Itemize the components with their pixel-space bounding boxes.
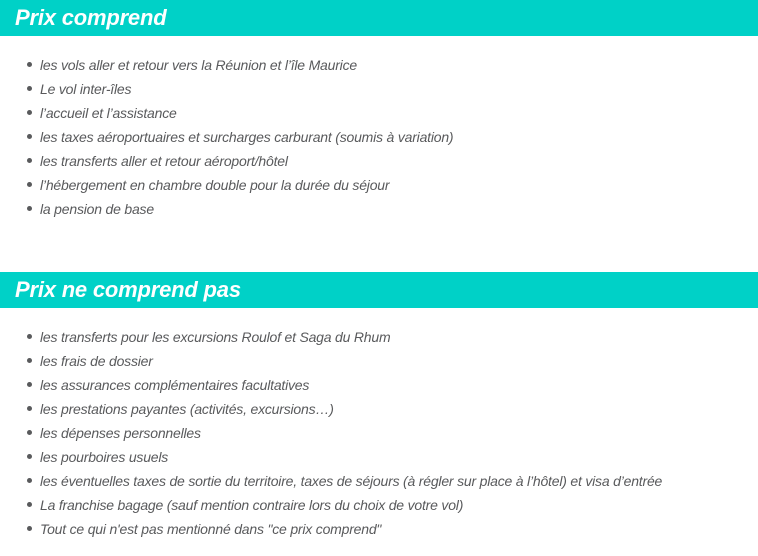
- list-item: les transferts aller et retour aéroport/hôtel: [40, 149, 758, 173]
- list-item: les transferts pour les excursions Roulof et Saga du Rhum: [40, 325, 758, 349]
- price-includes-list: [0, 53, 758, 221]
- price-excludes-header: [0, 272, 758, 308]
- list-item: les vols aller et retour vers la Réunion et l’île Maurice: [40, 53, 758, 77]
- price-includes-title: Prix comprend: [15, 5, 167, 30]
- price-includes-header: [0, 0, 758, 36]
- price-excludes-list: [0, 325, 758, 541]
- list-item: Tout ce qui n'est pas mentionné dans "ce prix comprend": [40, 517, 758, 541]
- list-item: les assurances complémentaires facultatives: [40, 373, 758, 397]
- list-item: les prestations payantes (activités, excursions…): [40, 397, 758, 421]
- list-item: les dépenses personnelles: [40, 421, 758, 445]
- list-item: Le vol inter-îles: [40, 77, 758, 101]
- list-item: les pourboires usuels: [40, 445, 758, 469]
- price-excludes-title: Prix ne comprend pas: [15, 277, 241, 302]
- price-excludes-section: [0, 272, 758, 541]
- list-item: l’accueil et l’assistance: [40, 101, 758, 125]
- list-item: les taxes aéroportuaires et surcharges carburant (soumis à variation): [40, 125, 758, 149]
- list-item: la pension de base: [40, 197, 758, 221]
- list-item: l’hébergement en chambre double pour la durée du séjour: [40, 173, 758, 197]
- price-includes-section: [0, 0, 758, 221]
- list-item: les éventuelles taxes de sortie du territoire, taxes de séjours (à régler sur place à l’hôtel) et visa d’entrée: [40, 469, 758, 493]
- list-item: les frais de dossier: [40, 349, 758, 373]
- list-item: La franchise bagage (sauf mention contraire lors du choix de votre vol): [40, 493, 758, 517]
